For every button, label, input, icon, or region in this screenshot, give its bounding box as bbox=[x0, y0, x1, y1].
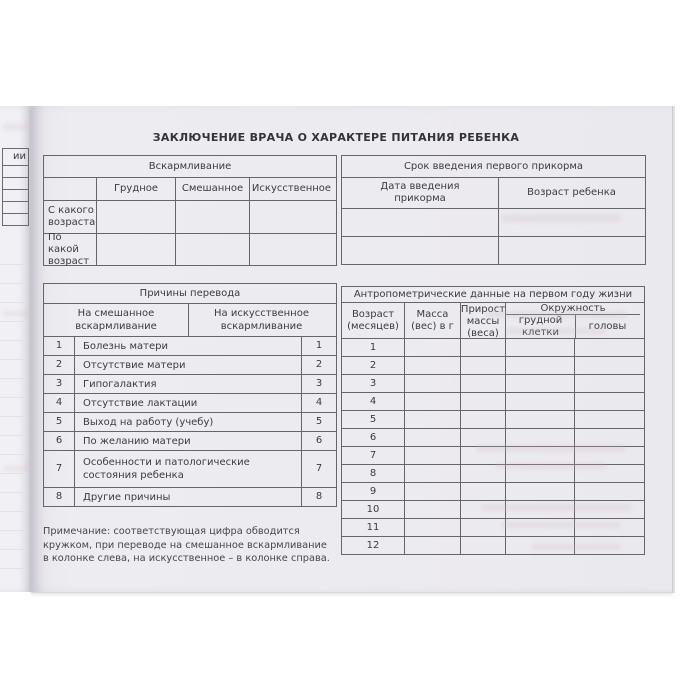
empty-cell bbox=[505, 393, 574, 410]
empty-cell bbox=[175, 201, 249, 233]
reason-label-cell: Гипогалактия bbox=[74, 375, 301, 393]
empty-cell bbox=[404, 357, 460, 374]
empty-cell bbox=[574, 375, 638, 392]
row-number-cell: 8 bbox=[301, 488, 336, 506]
reason-label-cell: По желанию матери bbox=[74, 432, 301, 450]
table-row bbox=[44, 431, 336, 450]
table-row bbox=[342, 374, 644, 392]
table-row bbox=[44, 355, 336, 374]
transfer-table-body bbox=[44, 336, 336, 506]
month-cell: 11 bbox=[366, 521, 380, 533]
empty-cell bbox=[574, 429, 638, 446]
table-row bbox=[342, 410, 644, 428]
table-row bbox=[342, 392, 644, 410]
empty-cell bbox=[342, 209, 498, 236]
column-header: головы bbox=[575, 315, 639, 339]
row-number-cell: 4 bbox=[55, 397, 63, 408]
row-number-cell: 7 bbox=[55, 463, 63, 474]
empty-cell bbox=[574, 393, 638, 410]
showthrough-smudge bbox=[496, 463, 606, 469]
empty-cell bbox=[460, 429, 505, 446]
showthrough-smudge bbox=[481, 504, 631, 511]
empty-cell bbox=[404, 501, 460, 518]
month-cell: 4 bbox=[369, 395, 377, 407]
month-cell: 5 bbox=[369, 413, 377, 425]
empty-cell bbox=[505, 339, 574, 356]
table-row bbox=[342, 177, 645, 208]
column-header: Смешанное bbox=[175, 178, 249, 200]
empty-cell bbox=[404, 465, 460, 482]
column-header: Масса (вес) в г bbox=[404, 303, 460, 338]
empty-cell bbox=[404, 519, 460, 536]
table-row bbox=[44, 200, 336, 233]
month-cell: 3 bbox=[369, 377, 377, 389]
empty-cell bbox=[505, 411, 574, 428]
page-title: ЗАКЛЮЧЕНИЕ ВРАЧА О ХАРАКТЕРЕ ПИТАНИЯ РЕБЕНКА bbox=[152, 131, 520, 144]
showthrough-smudge bbox=[3, 466, 27, 471]
table-row bbox=[342, 236, 645, 264]
ruled-lines bbox=[0, 246, 29, 581]
row-number-cell: 4 bbox=[301, 394, 336, 412]
empty-cell bbox=[460, 411, 505, 428]
empty-cell bbox=[175, 234, 249, 265]
table-row bbox=[44, 412, 336, 431]
first-food-table bbox=[341, 155, 646, 265]
reason-label-cell: Отсутствие матери bbox=[74, 356, 301, 374]
table-row bbox=[342, 428, 644, 446]
row-number-cell: 5 bbox=[55, 416, 63, 427]
empty-cell bbox=[404, 429, 460, 446]
empty-cell bbox=[460, 483, 505, 500]
column-header: Грудное bbox=[96, 178, 175, 200]
row-number-cell: 8 bbox=[55, 491, 63, 502]
table-row bbox=[342, 338, 644, 356]
empty-cell bbox=[505, 429, 574, 446]
table-row bbox=[44, 374, 336, 393]
fragment-cell bbox=[3, 189, 28, 201]
left-page bbox=[0, 106, 31, 592]
month-cell: 7 bbox=[369, 449, 377, 461]
note-line: в колонке слева, на искусственное – в колонке справа. bbox=[43, 553, 330, 564]
empty-cell bbox=[574, 483, 638, 500]
empty-cell bbox=[249, 201, 333, 233]
reason-label-cell: Отсутствие лактации bbox=[74, 394, 301, 412]
table-row bbox=[342, 356, 644, 374]
empty-cell bbox=[574, 339, 638, 356]
empty-cell bbox=[404, 393, 460, 410]
table-row bbox=[44, 177, 336, 200]
showthrough-smudge bbox=[501, 214, 621, 222]
first-food-table-title: Срок введения первого прикорма bbox=[403, 161, 584, 172]
month-cell: 6 bbox=[369, 431, 377, 443]
reason-label-cell: Другие причины bbox=[74, 488, 301, 506]
table-row bbox=[44, 303, 336, 336]
column-header: Возраст ребенка bbox=[498, 178, 644, 208]
empty-cell bbox=[404, 375, 460, 392]
empty-cell bbox=[404, 483, 460, 500]
column-header: Возраст (месяцев) bbox=[347, 308, 399, 332]
showthrough-smudge bbox=[501, 522, 621, 528]
showthrough-smudge bbox=[486, 311, 626, 318]
empty-cell bbox=[342, 237, 498, 264]
fragment-cell bbox=[3, 165, 28, 177]
month-cell: 10 bbox=[366, 503, 380, 515]
column-header: Дата введения прикорма bbox=[380, 181, 460, 204]
table-row bbox=[44, 393, 336, 412]
empty-cell bbox=[574, 357, 638, 374]
empty-cell bbox=[460, 393, 505, 410]
empty-cell bbox=[460, 357, 505, 374]
empty-cell bbox=[404, 411, 460, 428]
empty-cell bbox=[574, 411, 638, 428]
reason-label-cell: Выход на работу (учебу) bbox=[74, 413, 301, 431]
row-number-cell: 2 bbox=[301, 356, 336, 374]
note bbox=[43, 525, 330, 566]
row-header: С какого возраста bbox=[48, 205, 96, 228]
book-page bbox=[31, 106, 673, 593]
empty-cell bbox=[44, 178, 96, 200]
fragment-cell: ии bbox=[13, 151, 26, 162]
row-number-cell: 3 bbox=[301, 375, 336, 393]
table-row bbox=[44, 450, 336, 487]
feeding-table bbox=[43, 155, 337, 266]
empty-cell bbox=[404, 537, 460, 554]
empty-cell bbox=[404, 339, 460, 356]
fragment-cell bbox=[3, 213, 28, 225]
column-header: грудной клетки bbox=[518, 315, 563, 338]
empty-cell bbox=[505, 483, 574, 500]
column-header: Прирост массы (веса) bbox=[460, 304, 506, 339]
row-number-cell: 7 bbox=[301, 451, 336, 487]
row-number-cell: 3 bbox=[55, 378, 63, 389]
showthrough-smudge bbox=[3, 124, 27, 130]
showthrough-smudge bbox=[476, 445, 626, 452]
column-header: Окружность bbox=[506, 303, 640, 315]
anthropometric-table bbox=[341, 286, 645, 555]
month-cell: 1 bbox=[369, 341, 377, 353]
row-number-cell: 6 bbox=[55, 435, 63, 446]
month-cell: 12 bbox=[366, 539, 380, 551]
column-header: На искусственное вскармливание bbox=[188, 304, 334, 336]
empty-cell bbox=[96, 234, 175, 265]
row-header: По какой возраст bbox=[48, 231, 90, 267]
row-number-cell: 1 bbox=[301, 337, 336, 355]
row-number-cell: 6 bbox=[301, 432, 336, 450]
empty-cell bbox=[505, 375, 574, 392]
empty-cell bbox=[460, 519, 505, 536]
fragment-cell bbox=[3, 177, 28, 189]
reason-label-cell: Особенности и патологические состояния ребенка bbox=[74, 451, 301, 487]
showthrough-smudge bbox=[531, 544, 621, 550]
table-row bbox=[44, 336, 336, 355]
anthro-table-title: Антропометрические данные на первом году жизни bbox=[353, 289, 633, 300]
empty-cell bbox=[460, 339, 505, 356]
fragment-cell bbox=[3, 201, 28, 213]
empty-cell bbox=[460, 537, 505, 554]
row-number-cell: 2 bbox=[55, 359, 63, 370]
showthrough-smudge bbox=[506, 328, 606, 334]
table-row bbox=[342, 208, 645, 236]
row-number-cell: 5 bbox=[301, 413, 336, 431]
row-number-cell: 1 bbox=[55, 340, 63, 351]
transfer-reasons-table bbox=[43, 283, 337, 507]
empty-cell bbox=[460, 375, 505, 392]
month-cell: 9 bbox=[369, 485, 377, 497]
empty-cell bbox=[505, 357, 574, 374]
showthrough-smudge bbox=[3, 311, 27, 316]
note-line: Примечание: соответствующая цифра обводится bbox=[43, 526, 300, 537]
column-header: На смешанное вскармливание bbox=[75, 308, 157, 332]
table-row bbox=[44, 233, 336, 265]
table-row bbox=[342, 482, 644, 500]
column-header: Искусственное bbox=[249, 178, 333, 200]
transfer-table-title: Причины перевода bbox=[139, 288, 241, 299]
feeding-table-title: Вскармливание bbox=[148, 161, 232, 172]
fragment-table bbox=[2, 148, 29, 226]
table-row bbox=[44, 487, 336, 506]
empty-cell bbox=[404, 447, 460, 464]
reason-label-cell: Болезнь матери bbox=[74, 337, 301, 355]
empty-cell bbox=[498, 237, 644, 264]
empty-cell bbox=[96, 201, 175, 233]
empty-cell bbox=[249, 234, 333, 265]
month-cell: 8 bbox=[369, 467, 377, 479]
note-line: кружком, при переводе на смешанное вскармливание bbox=[43, 539, 327, 551]
month-cell: 2 bbox=[369, 359, 377, 371]
